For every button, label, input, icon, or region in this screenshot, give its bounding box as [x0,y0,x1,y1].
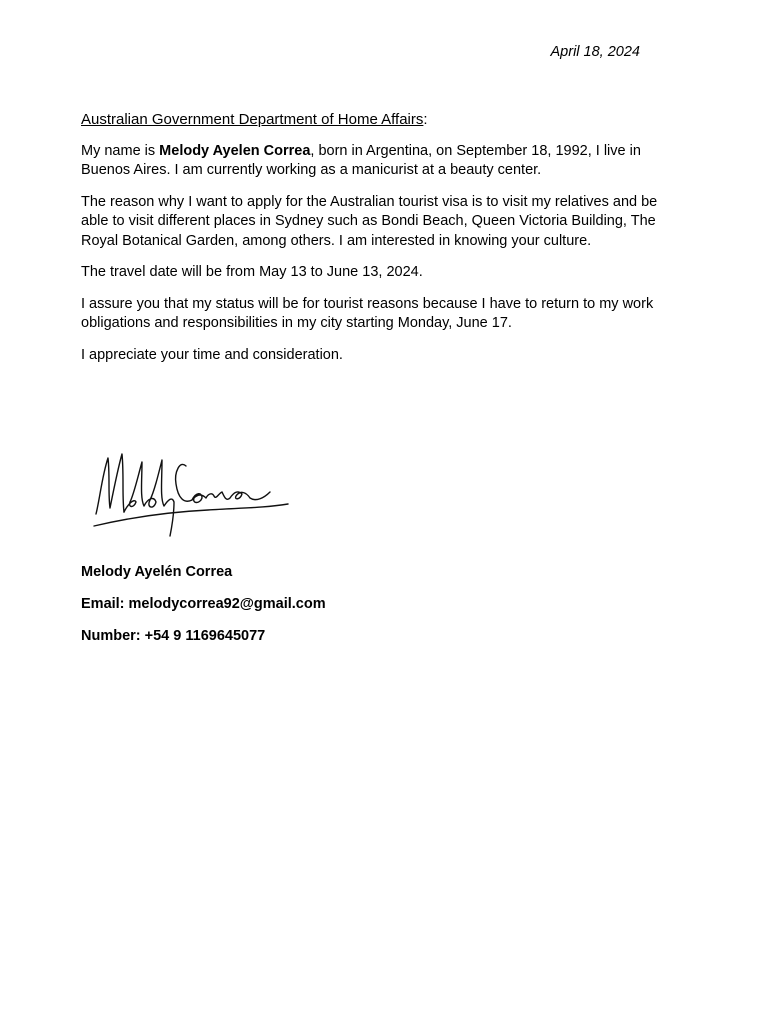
signer-number: Number: +54 9 1169645077 [81,628,266,644]
letter-body [81,110,681,377]
signer-name: Melody Ayelén Correa [81,564,233,580]
intro-prefix: My name is [81,142,160,159]
letter-date: April 18, 2024 [550,44,640,60]
handwritten-signature [88,446,298,546]
signer-email: Email: melodycorrea92@gmail.com [81,596,326,612]
signer-details [81,563,326,659]
addressee-punctuation: : [423,111,428,128]
paragraph-reason: The reason why I want to apply for the Australian tourist visa is to visit my relatives and be able to visit different places in Sydney such as Bondi Beach, Queen Victoria Building, The Royal Botanical Garden, among others. I am interested in knowing your culture. [81,193,658,249]
paragraph-travel-dates: The travel date will be from May 13 to June 13, 2024. [81,264,423,280]
paragraph-introduction [81,142,681,181]
paragraph-assurance: I assure you that my status will be for tourist reasons because I have to return to my work obligations and responsibilities in my city starting Monday, June 17. [81,295,654,331]
addressee-line [81,110,681,130]
intro-details: , born in Argentina, on September 18, 1992, I live in Buenos Aires. I am currently working as a manicurist at a beauty center. [81,142,641,178]
addressee: Australian Government Department of Home Affairs [81,111,424,128]
paragraph-closing: I appreciate your time and consideration. [81,346,343,363]
applicant-name: Melody Ayelen Correa [159,142,311,159]
